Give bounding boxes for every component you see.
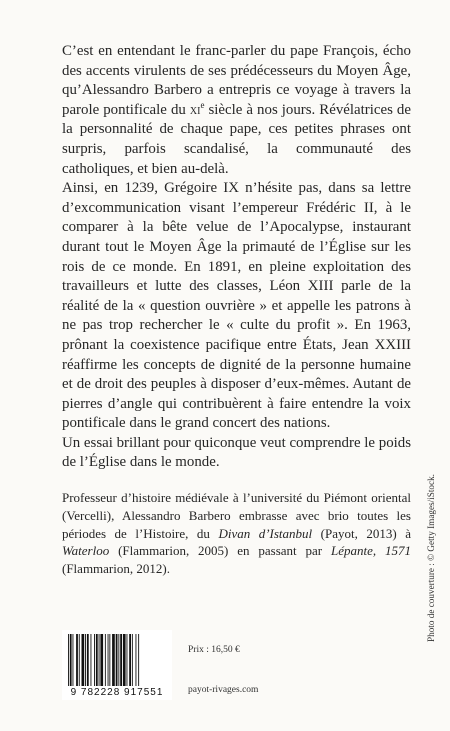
- bio-text: Professeur d’histoire médiévale à l’université du Piémont oriental (Vercelli), Alessandro Barbero embrasse avec brio toutes les périodes de l’Histoire, du: [62, 490, 411, 541]
- bio-text: (Flammarion, 2012).: [62, 561, 170, 577]
- century-superscript: e: [200, 99, 205, 110]
- back-cover-summary: [62, 42, 411, 473]
- author-bio: [62, 489, 411, 578]
- book-title: Divan d’Istanbul: [218, 525, 313, 541]
- book-title: Waterloo: [62, 543, 110, 559]
- bio-text: (Flammarion, 2005) en passant par: [109, 543, 331, 559]
- barcode-bars: [68, 634, 168, 686]
- summary-paragraph-1: [62, 42, 411, 179]
- price: Prix : 16,50 €: [188, 645, 240, 655]
- bio-text: (Payot, 2013) à: [312, 525, 411, 541]
- summary-paragraph-2: Ainsi, en 1239, Grégoire IX n’hésite pas, dans sa lettre d’excommunication visant l’empereur Frédéric II, à le comparer à la bête velue de l’Apocalypse, instaurant durant tout le Moyen Âge la primauté de l’Église sur les rois de ce monde. En 1891, en pleine exploitation des travailleurs et lutte des classes, Léon XIII parle de la réalité de la « question ouvrière » et appelle les patrons à ne pas trop rechercher le « culte du profit ». En 1963, prônant la coexistence pacifique entre États, Jean XXIII réaffirme les concepts de dignité de la personne humaine et de droit des peuples à disposer d’eux-mêmes. Autant de pierres d’angle qui contribuèrent à faire entendre la voix pontificale dans le grand concert des nations.: [62, 180, 411, 432]
- author-bio-paragraph: [62, 489, 411, 578]
- century-numeral: xi: [189, 101, 201, 118]
- summary-text: siècle à nos jours. Révélatrices de la personnalité de chaque pape, ces petites phrases ont surpris, parfois scandalisé, la communauté des catholiques, et bien au-delà.: [62, 101, 411, 177]
- publisher-website: payot-rivages.com: [188, 685, 259, 695]
- summary-paragraph-3: Un essai brillant pour quiconque veut comprendre le poids de l’Église dans le monde.: [62, 434, 412, 471]
- summary-text: C’est en entendant le franc-parler du pape François, écho des accents virulents de ses prédécesseurs du Moyen Âge, qu’Alessandro Barbero a entrepris ce voyage à travers la parole pontificale du: [62, 43, 411, 118]
- barcode-number: 9 782228 917551: [70, 687, 164, 698]
- photo-credit: Photo de couverture : © Getty Images/iStock.: [426, 474, 436, 642]
- book-title: Lépante, 1571: [331, 543, 411, 559]
- barcode: [62, 630, 172, 700]
